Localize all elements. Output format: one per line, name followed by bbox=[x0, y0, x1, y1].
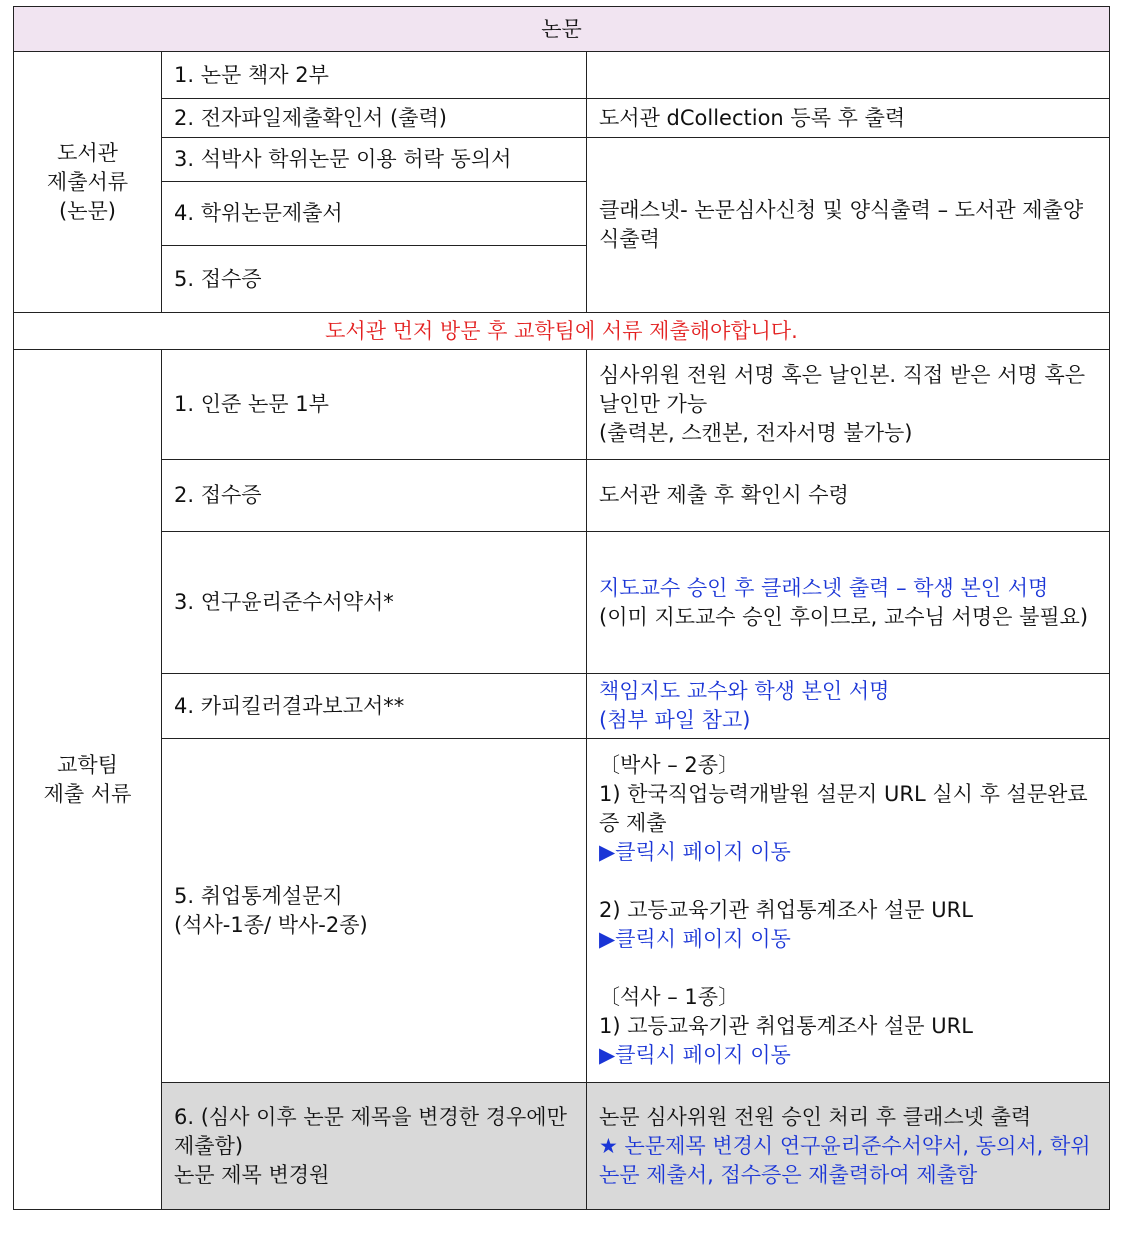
office-desc-4-note: (첨부 파일 참고) bbox=[599, 708, 751, 732]
office-doc-5-subtitle: (석사-1종/ 박사-2종) bbox=[174, 912, 368, 937]
office-desc-1-text: 심사위원 전원 서명 혹은 날인본. 직접 받은 서명 혹은 날인만 가능 bbox=[599, 363, 1086, 416]
office-desc-4 bbox=[587, 674, 1110, 739]
office-desc-3-text: 지도교수 승인 후 클래스넷 출력 – 학생 본인 서명 bbox=[599, 575, 1049, 600]
office-desc-4-text: 책임지도 교수와 학생 본인 서명 bbox=[599, 679, 890, 703]
ms-survey-1: 1) 고등교육기관 취업통계조사 설문 URL bbox=[599, 1014, 973, 1038]
table-header: 논문 bbox=[14, 7, 1110, 52]
ms-heading: 〔석사 – 1종〕 bbox=[599, 985, 740, 1009]
office-doc-6-title: 논문 제목 변경원 bbox=[174, 1162, 330, 1187]
office-desc-6-note: ★ 논문제목 변경시 연구윤리준수서약서, 동의서, 학위논문 제출서, 접수증은 재출력하여 제출함 bbox=[599, 1133, 1091, 1187]
library-label-line: 제출서류 bbox=[46, 169, 129, 194]
phd-heading: 〔박사 – 2종〕 bbox=[599, 753, 740, 777]
office-desc-6-text: 논문 심사위원 전원 승인 처리 후 클래스넷 출력 bbox=[599, 1104, 1032, 1129]
phd-survey-2: 2) 고등교육기관 취업통계조사 설문 URL bbox=[599, 898, 973, 922]
office-doc-5 bbox=[162, 739, 587, 1083]
survey-link-2[interactable]: ▶클릭시 페이지 이동 bbox=[599, 927, 791, 951]
phd-survey-1: 1) 한국직업능력개발원 설문지 URL 실시 후 설문완료증 제출 bbox=[599, 782, 1088, 835]
office-desc-1-note: (출력본, 스캔본, 전자서명 불가능) bbox=[599, 421, 913, 445]
library-desc-2: 도서관 dCollection 등록 후 출력 bbox=[587, 99, 1110, 138]
office-desc-3-note: (이미 지도교수 승인 후이므로, 교수님 서명은 불필요) bbox=[599, 604, 1089, 629]
library-doc-5: 5. 접수증 bbox=[162, 246, 587, 313]
office-doc-2: 2. 접수증 bbox=[162, 460, 587, 532]
office-doc-4: 4. 카피킬러결과보고서** bbox=[162, 674, 587, 739]
library-section-label bbox=[14, 52, 162, 313]
office-label-line: 제출 서류 bbox=[43, 781, 132, 806]
submission-table bbox=[13, 6, 1110, 1210]
library-shared-desc: 클래스넷- 논문심사신청 및 양식출력 – 도서관 제출양식출력 bbox=[587, 138, 1110, 313]
office-doc-5-title: 5. 취업통계설문지 bbox=[174, 883, 343, 908]
office-desc-3 bbox=[587, 532, 1110, 674]
office-doc-6 bbox=[162, 1083, 587, 1210]
library-doc-1: 1. 논문 책자 2부 bbox=[162, 52, 587, 99]
survey-link-3[interactable]: ▶클릭시 페이지 이동 bbox=[599, 1043, 791, 1067]
office-section-label bbox=[14, 350, 162, 1210]
library-desc-1 bbox=[587, 52, 1110, 99]
office-doc-1: 1. 인준 논문 1부 bbox=[162, 350, 587, 460]
office-label-line: 교학팀 bbox=[57, 752, 118, 777]
library-label-line: (논문) bbox=[59, 198, 116, 223]
library-doc-4: 4. 학위논문제출서 bbox=[162, 182, 587, 246]
office-desc-1 bbox=[587, 350, 1110, 460]
office-doc-3: 3. 연구윤리준수서약서* bbox=[162, 532, 587, 674]
survey-link-1[interactable]: ▶클릭시 페이지 이동 bbox=[599, 840, 791, 864]
office-doc-6-condition: 6. (심사 이후 논문 제목을 변경한 경우에만 제출함) bbox=[174, 1104, 567, 1158]
library-label-line: 도서관 bbox=[57, 140, 118, 165]
notice-text: 도서관 먼저 방문 후 교학팀에 서류 제출해야합니다. bbox=[14, 313, 1110, 350]
office-desc-6 bbox=[587, 1083, 1110, 1210]
office-desc-2: 도서관 제출 후 확인시 수령 bbox=[587, 460, 1110, 532]
library-doc-2: 2. 전자파일제출확인서 (출력) bbox=[162, 99, 587, 138]
office-desc-5 bbox=[587, 739, 1110, 1083]
library-doc-3: 3. 석박사 학위논문 이용 허락 동의서 bbox=[162, 138, 587, 182]
